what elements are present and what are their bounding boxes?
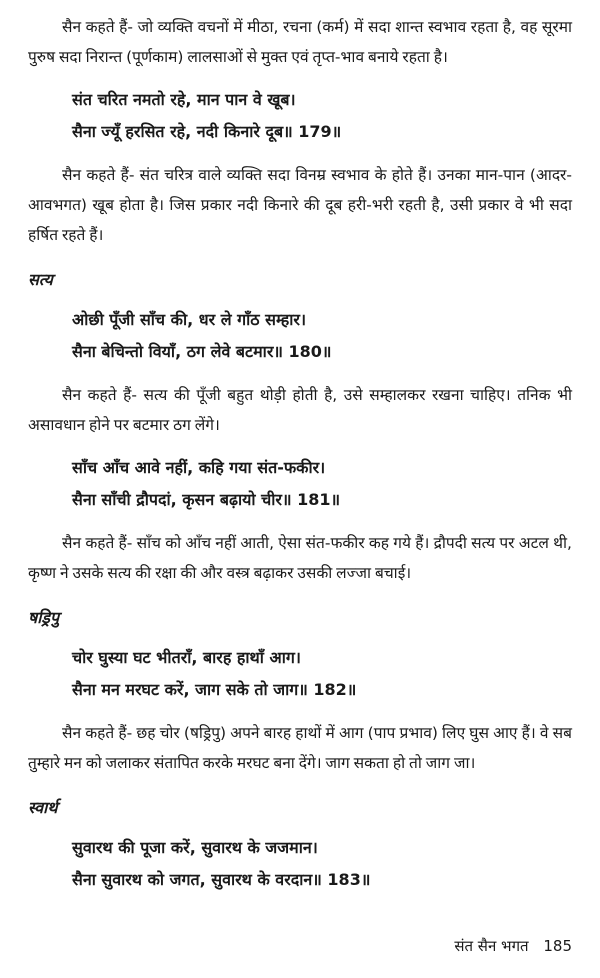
verse-line: सैना बेचिन्तो वियाँ, ठग लेवे बटमार॥ 180॥ xyxy=(72,342,332,361)
verse-183 xyxy=(72,832,572,896)
verse-182 xyxy=(72,642,572,706)
verse-179 xyxy=(72,84,572,148)
paragraph: सैन कहते हैं- सत्य की पूँजी बहुत थोड़ी होती है, उसे सम्हालकर रखना चाहिए। तनिक भी असावधान होने पर बटमार ठग लेंगे। xyxy=(28,386,572,434)
paragraph: सैन कहते हैं- छह चोर (षड्रिपु) अपने बारह हाथों में आग (पाप प्रभाव) लिए घुस आए हैं। वे सब तुम्हारे मन को जलाकर संतापित करके मरघट बना देंगे। जाग सकता हो तो जाग जा। xyxy=(28,724,572,772)
verse-line: सैना सुवारथ को जगत, सुवारथ के वरदान॥ 183॥ xyxy=(72,870,371,889)
paragraph: सैन कहते हैं- साँच को आँच नहीं आती, ऐसा संत-फकीर कह गये हैं। द्रौपदी सत्य पर अटल थी, कृष्ण ने उसके सत्य की रक्षा की और वस्त्र बढ़ाकर उसकी लज्जा बचाई। xyxy=(28,534,572,582)
paragraph: सैन कहते हैं- जो व्यक्ति वचनों में मीठा, रचना (कर्म) में सदा शान्त स्वभाव रहता है, वह सूरमा पुरुष सदा निरान्त (पूर्णकाम) लालसाओं से मुक्त एवं तृप्त-भाव बनाये रहता है। xyxy=(28,18,572,66)
verse-line: सैना ज्यूँ हरसित रहे, नदी किनारे दूब॥ 179॥ xyxy=(72,122,342,141)
section-heading-svarth: स्वार्थ xyxy=(28,798,58,817)
page-footer xyxy=(454,936,572,956)
running-title: संत सैन भगत xyxy=(454,937,529,955)
verse-line: साँच आँच आवे नहीं, कहि गया संत-फकीर। xyxy=(72,458,326,477)
verse-line: सुवारथ की पूजा करें, सुवारथ के जजमान। xyxy=(72,838,318,857)
paragraph: सैन कहते हैं- संत चरित्र वाले व्यक्ति सदा विनम्र स्वभाव के होते हैं। उनका मान-पान (आदर-आवभगत) खूब होता है। जिस प्रकार नदी किनारे की दूब हरी-भरी रहती है, उसी प्रकार वे भी सदा हर्षित रहते हैं। xyxy=(28,166,572,244)
section-heading-satya: सत्य xyxy=(28,270,53,289)
verse-181 xyxy=(72,452,572,516)
verse-180 xyxy=(72,304,572,368)
verse-line: ओछी पूँजी साँच की, धर ले गाँठ सम्हार। xyxy=(72,310,307,329)
verse-line: चोर घुस्या घट भीतराँ, बारह हाथाँ आग। xyxy=(72,648,301,667)
page-number: 185 xyxy=(543,937,572,955)
section-heading-shadripu: षड्रिपु xyxy=(28,608,60,627)
verse-line: सैना मन मरघट करें, जाग सके तो जाग॥ 182॥ xyxy=(72,680,357,699)
verse-line: संत चरित नमतो रहे, मान पान वे खूब। xyxy=(72,90,296,109)
verse-line: सैना साँची द्रौपदां, कृसन बढ़ायो चीर॥ 181॥ xyxy=(72,490,341,509)
